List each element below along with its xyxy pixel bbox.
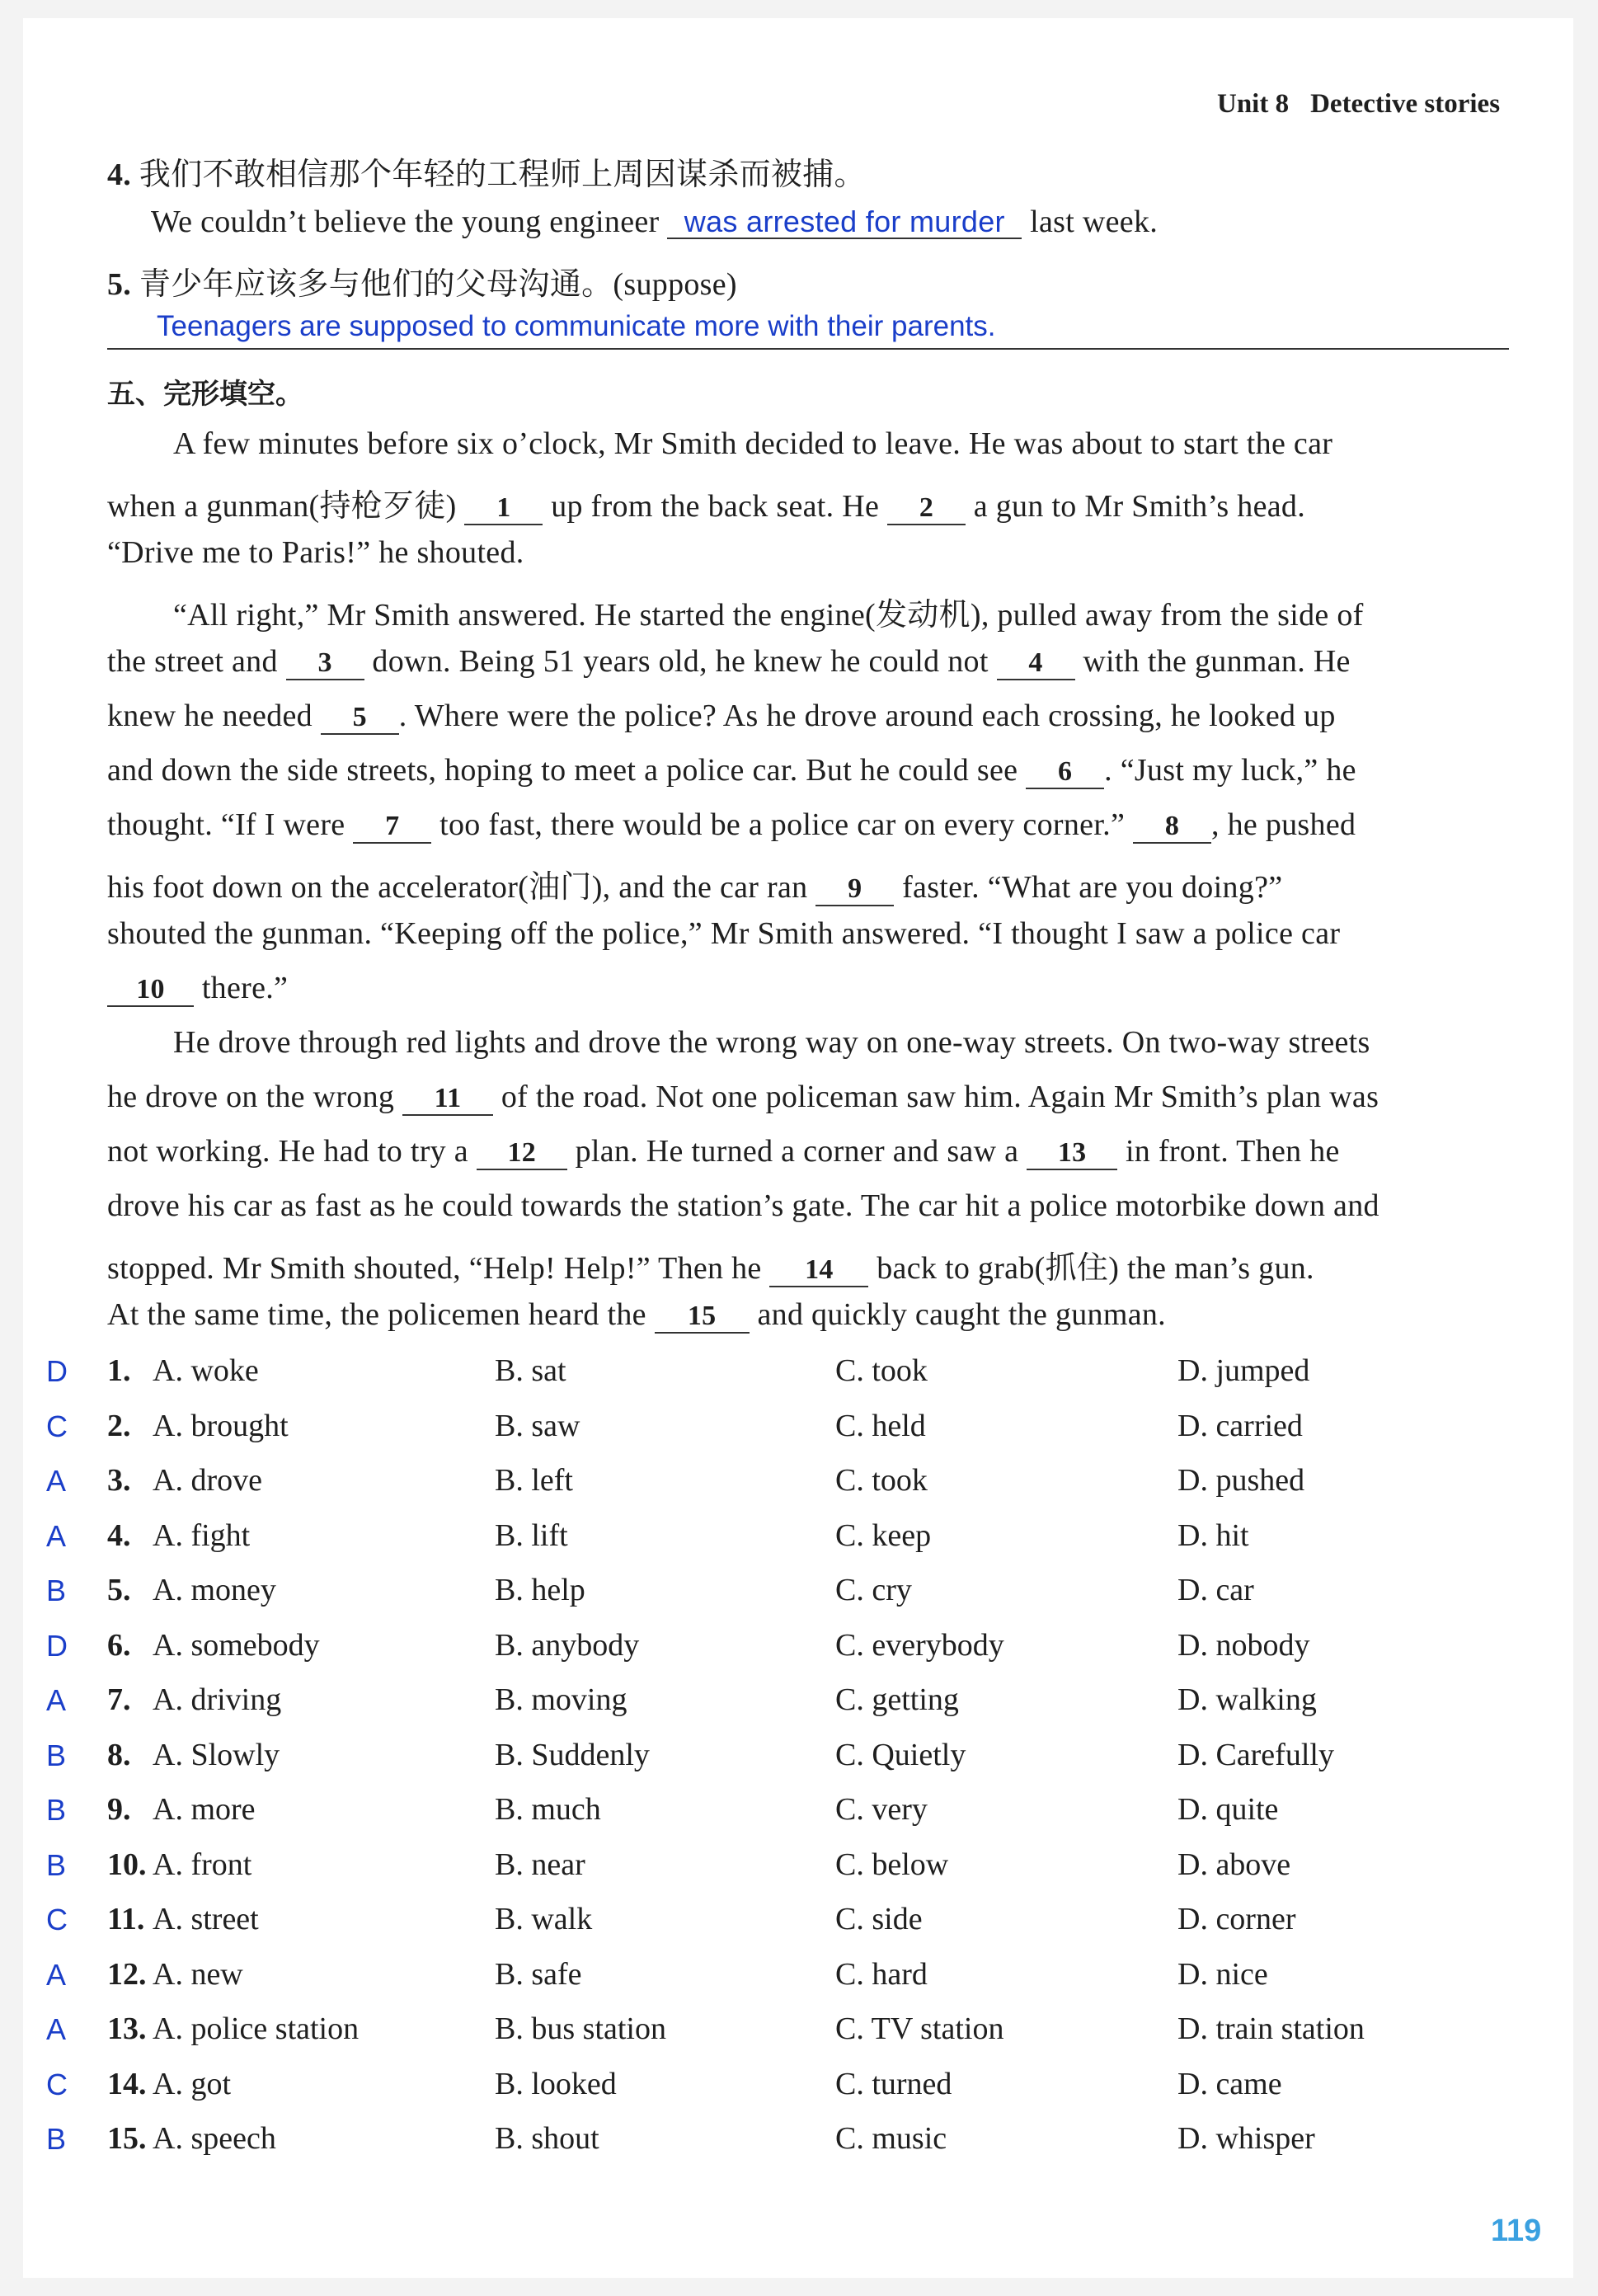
option-c[interactable]: C. turned [835,2067,952,2101]
question-number: 12. [107,1957,147,1992]
translation-q5-answer: Teenagers are supposed to communicate more with their parents. [157,310,996,342]
question-number: 3. [107,1463,131,1498]
option-c[interactable]: C. keep [835,1518,932,1553]
blank-9[interactable]: 9 [815,873,894,906]
unit-title: Detective stories [1310,89,1501,119]
question-number: 15. [107,2121,147,2156]
option-a[interactable]: A. money [153,1573,276,1607]
answer-letter: C [46,1409,68,1443]
blank-3[interactable]: 3 [286,647,364,680]
answer-rule [107,348,1509,350]
blank-10[interactable]: 10 [107,974,194,1007]
option-b[interactable]: B. lift [495,1518,568,1553]
section-title: 五、完形填空。 [107,378,303,411]
unit-label: Unit 8 [1217,89,1290,119]
blank-11[interactable]: 11 [402,1083,493,1116]
answer-letter: A [46,2012,67,2046]
passage-line: knew he needed 5 . Where were the police? As he drove around each crossing, he looked up [107,699,1336,733]
option-a[interactable]: A. Slowly [153,1738,280,1772]
option-d[interactable]: D. nobody [1177,1628,1310,1663]
option-a[interactable]: A. driving [153,1682,282,1717]
option-a[interactable]: A. street [153,1902,259,1936]
answer-letter: A [46,1958,67,1992]
blank-6[interactable]: 6 [1026,756,1104,789]
option-b[interactable]: B. help [495,1573,585,1607]
passage-line: he drove on the wrong 11 of the road. Not one policeman saw him. Again Mr Smith’s plan was [107,1080,1379,1114]
option-b[interactable]: B. looked [495,2067,617,2101]
option-a[interactable]: A. front [153,1847,252,1882]
option-b[interactable]: B. safe [495,1957,582,1992]
blank-13[interactable]: 13 [1027,1137,1117,1170]
translation-q5-zh: 5. 青少年应该多与他们的父母沟通。(suppose) [107,267,737,302]
option-c[interactable]: C. took [835,1353,928,1388]
passage-line: “All right,” Mr Smith answered. He started the engine(发动机), pulled away from the side of [173,598,1364,633]
translation-q4-en: We couldn’t believe the young engineer was arrested for murder last week. [151,205,1159,239]
question-number: 14. [107,2067,147,2101]
passage-line: not working. He had to try a 12 plan. He turned a corner and saw a 13 in front. Then he [107,1134,1340,1169]
blank-5[interactable]: 5 [321,702,399,735]
option-c[interactable]: C. TV station [835,2011,1004,2046]
answer-letter: B [46,1793,67,1827]
blank-4[interactable]: 4 [997,647,1075,680]
passage-line: his foot down on the accelerator(油门), and the car ran 9 faster. “What are you doing?” [107,870,1283,905]
option-a[interactable]: A. woke [153,1353,259,1388]
option-b[interactable]: B. left [495,1463,573,1498]
answer-letter: B [46,2122,67,2156]
option-a[interactable]: A. drove [153,1463,262,1498]
answer-letter: B [46,1574,67,1607]
question-number: 13. [107,2011,147,2046]
blank-1[interactable]: 1 [464,492,543,525]
answer-letter: A [46,1683,67,1717]
page-number: 119 [1491,2214,1542,2248]
blank-8[interactable]: 8 [1133,811,1211,844]
question-number: 7. [107,1682,131,1717]
option-d[interactable]: D. nice [1177,1957,1268,1992]
option-d[interactable]: D. hit [1177,1518,1249,1553]
question-number: 4. [107,1518,131,1553]
answer-letter: A [46,1464,67,1498]
passage-line: “Drive me to Paris!” he shouted. [107,535,524,570]
option-d[interactable]: D. train station [1177,2011,1365,2046]
answer-letter: C [46,2068,68,2101]
option-c[interactable]: C. everybody [835,1628,1004,1663]
option-b[interactable]: B. Suddenly [495,1738,650,1772]
option-b[interactable]: B. sat [495,1353,566,1388]
option-c[interactable]: C. hard [835,1957,928,1992]
option-d[interactable]: D. came [1177,2067,1282,2101]
passage-line: thought. “If I were 7 too fast, there would be a police car on every corner.” 8 , he pushed [107,807,1356,842]
passage-line: shouted the gunman. “Keeping off the police,” Mr Smith answered. “I thought I saw a police car [107,916,1341,951]
option-b[interactable]: B. moving [495,1682,627,1717]
option-a[interactable]: A. more [153,1792,256,1827]
passage-line: 10 there.” [107,970,288,1007]
option-a[interactable]: A. somebody [153,1628,320,1663]
question-number: 2. [107,1409,131,1443]
blank-2[interactable]: 2 [887,492,966,525]
option-d[interactable]: D. walking [1177,1682,1317,1717]
passage-line: the street and 3 down. Being 51 years old, he knew he could not 4 with the gunman. He [107,644,1351,679]
question-number: 11. [107,1902,145,1936]
option-c[interactable]: C. held [835,1409,926,1443]
passage-line: He drove through red lights and drove the wrong way on one-way streets. On two-way streets [173,1025,1370,1060]
question-number: 1. [107,1353,131,1388]
option-a[interactable]: A. police station [153,2011,360,2046]
answer-letter: A [46,1519,67,1553]
page-header [1217,89,1500,120]
option-d[interactable]: D. quite [1177,1792,1279,1827]
option-d[interactable]: D. jumped [1177,1353,1310,1388]
option-d[interactable]: D. carried [1177,1409,1303,1443]
blank-14[interactable]: 14 [769,1254,868,1287]
option-d[interactable]: D. pushed [1177,1463,1305,1498]
option-c[interactable]: C. getting [835,1682,959,1717]
translation-q4-answer: was arrested for murder [667,206,1022,239]
option-a[interactable]: A. brought [153,1409,289,1443]
option-c[interactable]: C. took [835,1463,928,1498]
passage-line: At the same time, the policemen heard the 15 and quickly caught the gunman. [107,1297,1166,1332]
answer-letter: D [46,1354,68,1388]
option-b[interactable]: B. shout [495,2121,599,2156]
answer-letter: C [46,1903,68,1936]
translation-q4-zh: 4. 我们不敢相信那个年轻的工程师上周因谋杀而被捕。 [107,158,866,192]
option-b[interactable]: B. near [495,1847,585,1882]
option-d[interactable]: D. car [1177,1573,1254,1607]
option-b[interactable]: B. walk [495,1902,593,1936]
option-b[interactable]: B. much [495,1792,601,1827]
option-d[interactable]: D. whisper [1177,2121,1315,2156]
option-a[interactable]: A. got [153,2067,231,2101]
blank-7[interactable]: 7 [353,811,431,844]
option-a[interactable]: A. fight [153,1518,251,1553]
answer-letter: B [46,1848,67,1882]
option-c[interactable]: C. below [835,1847,949,1882]
answer-letter: D [46,1629,68,1663]
option-d[interactable]: D. Carefully [1177,1738,1334,1772]
option-a[interactable]: A. speech [153,2121,276,2156]
question-number: 10. [107,1847,147,1882]
option-d[interactable]: D. corner [1177,1902,1296,1936]
passage-line: stopped. Mr Smith shouted, “Help! Help!” Then he 14 back to grab(抓住) the man’s gun. [107,1251,1314,1286]
option-d[interactable]: D. above [1177,1847,1291,1882]
option-c[interactable]: C. very [835,1792,928,1827]
question-number: 5. [107,1573,131,1607]
option-c[interactable]: C. cry [835,1573,912,1607]
answer-letter: B [46,1738,67,1772]
blank-15[interactable]: 15 [655,1301,750,1334]
passage-line: when a gunman(持枪歹徒) 1 up from the back seat. He 2 a gun to Mr Smith’s head. [107,489,1306,524]
option-a[interactable]: A. new [153,1957,243,1992]
option-b[interactable]: B. bus station [495,2011,666,2046]
passage-line: drove his car as fast as he could towards the station’s gate. The car hit a police motorbike down and [107,1188,1379,1223]
option-b[interactable]: B. saw [495,1409,580,1443]
question-number: 9. [107,1792,131,1827]
passage-line: and down the side streets, hoping to meet a police car. But he could see 6 . “Just my luck,” he [107,753,1356,788]
question-number: 6. [107,1628,131,1663]
blank-12[interactable]: 12 [477,1137,567,1170]
question-number: 8. [107,1738,131,1772]
option-c[interactable]: C. music [835,2121,947,2156]
option-c[interactable]: C. side [835,1902,923,1936]
option-c[interactable]: C. Quietly [835,1738,966,1772]
passage-line: A few minutes before six o’clock, Mr Smith decided to leave. He was about to start the car [173,426,1333,461]
option-b[interactable]: B. anybody [495,1628,640,1663]
